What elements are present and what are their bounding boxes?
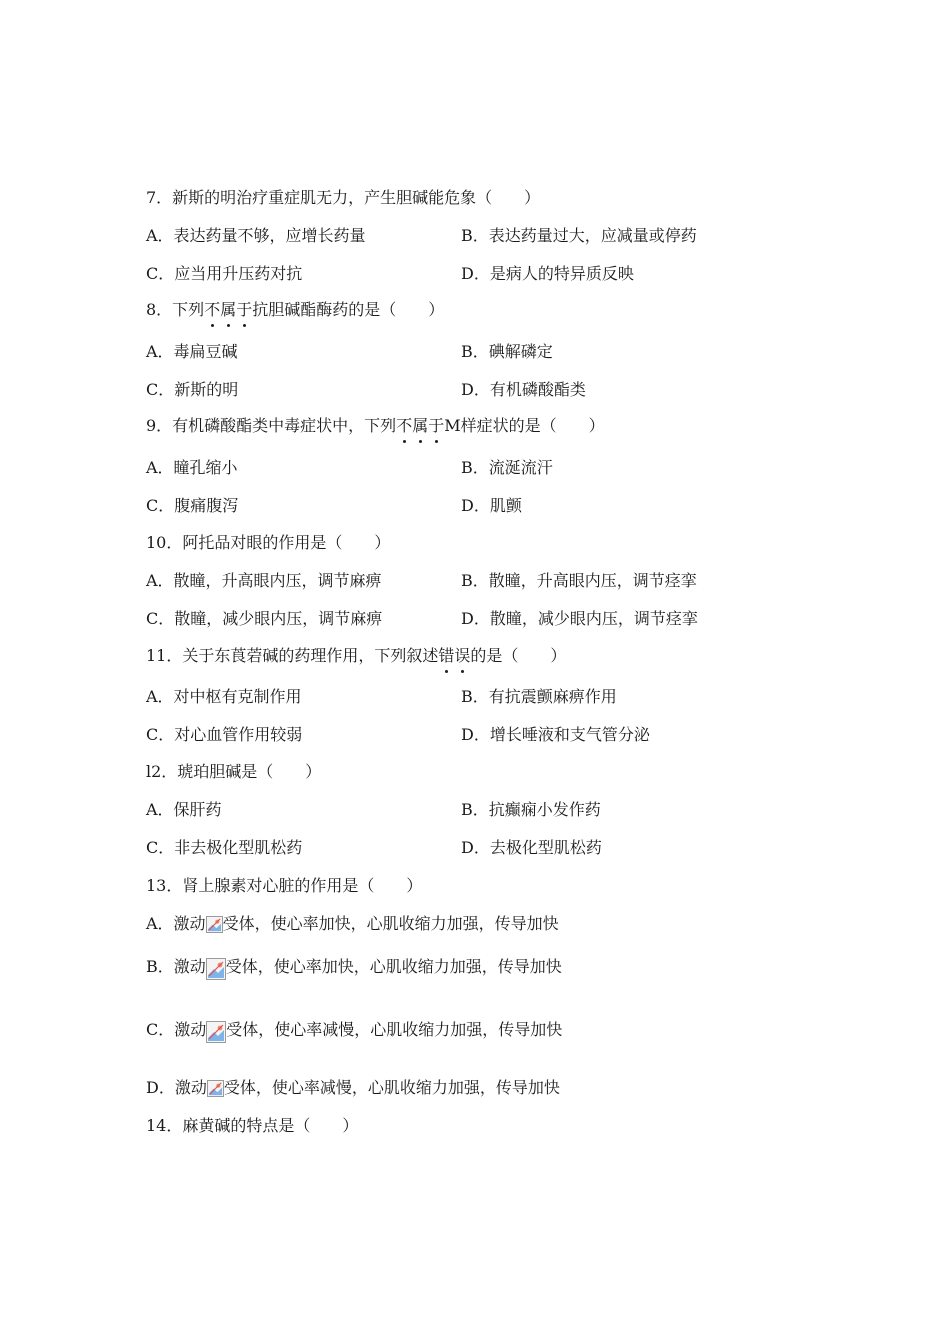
question-11-stem (146, 646, 566, 666)
question-11-text-end: 的是（ ） (470, 646, 567, 665)
question-13-option-c (146, 1015, 562, 1045)
option-prefix: A．激动 (146, 914, 206, 933)
broken-image-icon (206, 916, 223, 933)
question-8-option-a: A．毒扁豆碱 (146, 342, 238, 361)
option-suffix: 受体，使心率加快，心肌收缩力加强，传导加快 (225, 957, 562, 976)
question-10-option-b: B．散瞳，升高眼内压，调节痉挛 (461, 571, 697, 590)
question-8-option-b: B．碘解磷定 (461, 342, 553, 361)
option-prefix: B．激动 (146, 957, 206, 976)
emphasis-char: 不 (204, 300, 221, 319)
broken-image-icon (206, 1021, 226, 1043)
question-10-option-c: C．散瞳，减少眼内压，调节麻痹 (146, 609, 383, 628)
question-7-option-d: D．是病人的特异质反映 (461, 264, 634, 283)
question-12-option-c: C．非去极化型肌松药 (146, 838, 303, 857)
option-suffix: 受体，使心率减慢，心肌收缩力加强，传导加快 (226, 1020, 563, 1039)
question-10-option-a: A．散瞳，升高眼内压，调节麻痹 (146, 571, 382, 590)
question-8-text-start: 8．下列 (146, 300, 205, 319)
emphasis-char: 于 (428, 416, 445, 435)
option-prefix: D．激动 (146, 1078, 207, 1097)
question-11-option-b: B．有抗震颤麻痹作用 (461, 687, 617, 706)
question-7-option-a: A．表达药量不够，应增长药量 (146, 226, 366, 245)
question-8-option-c: C．新斯的明 (146, 380, 239, 399)
question-12-option-b: B．抗癫痫小发作药 (461, 800, 601, 819)
question-8-option-d: D．有机磷酸酯类 (461, 380, 586, 399)
question-9-option-a: A．瞳孔缩小 (146, 458, 238, 477)
emphasis-char: 误 (454, 646, 471, 665)
question-13-option-d (146, 1078, 560, 1098)
question-9-stem (146, 416, 605, 436)
emphasis-char: 错 (438, 646, 455, 665)
question-11-option-a: A．对中枢有克制作用 (146, 687, 302, 706)
question-12-stem: l2．琥珀胆碱是（ ） (146, 762, 322, 781)
option-suffix: 受体，使心率减慢，心肌收缩力加强，传导加快 (223, 1078, 560, 1097)
question-8-text-end: 抗胆碱酯酶药的是（ ） (252, 300, 445, 319)
option-suffix: 受体，使心率加快，心肌收缩力加强，传导加快 (222, 914, 559, 933)
question-12-option-d: D．去极化型肌松药 (461, 838, 602, 857)
option-prefix: C．激动 (146, 1020, 207, 1039)
emphasis-char: 属 (220, 300, 237, 319)
emphasis-char: 不 (396, 416, 413, 435)
question-7-stem (146, 188, 540, 208)
emphasis-char: 属 (412, 416, 429, 435)
question-10-stem: 10．阿托品对眼的作用是（ ） (146, 533, 391, 552)
question-11-option-d: D．增长唾液和支气管分泌 (461, 725, 650, 744)
question-9-option-c: C．腹痛腹泻 (146, 496, 239, 515)
question-13-option-a (146, 914, 559, 934)
question-11-option-c: C．对心血管作用较弱 (146, 725, 303, 744)
question-9-option-b: B．流涎流汗 (461, 458, 553, 477)
question-14-stem: 14．麻黄碱的特点是（ ） (146, 1116, 359, 1135)
question-7-option-b: B．表达药量过大，应减量或停药 (461, 226, 697, 245)
question-9-text-start: 9．有机磷酸酯类中毒症状中，下列 (146, 416, 397, 435)
question-13-option-b (146, 952, 562, 982)
emphasis-char: 于 (236, 300, 253, 319)
broken-image-icon (207, 1080, 224, 1097)
question-12-option-a: A．保肝药 (146, 800, 222, 819)
question-10-option-d: D．散瞳，减少眼内压，调节痉挛 (461, 609, 698, 628)
question-13-stem: 13．肾上腺素对心脏的作用是（ ） (146, 876, 423, 895)
question-8-stem (146, 300, 444, 320)
question-9-text-end: M样症状的是（ ） (444, 416, 605, 435)
question-7-text: 7．新斯的明治疗重症肌无力，产生胆碱能危象（ ） (146, 188, 541, 207)
broken-image-icon (206, 958, 226, 980)
question-7-option-c: C．应当用升压药对抗 (146, 264, 303, 283)
question-9-option-d: D．肌颤 (461, 496, 522, 515)
question-11-text-start: 11．关于东莨菪碱的药理作用，下列叙述 (146, 646, 439, 665)
